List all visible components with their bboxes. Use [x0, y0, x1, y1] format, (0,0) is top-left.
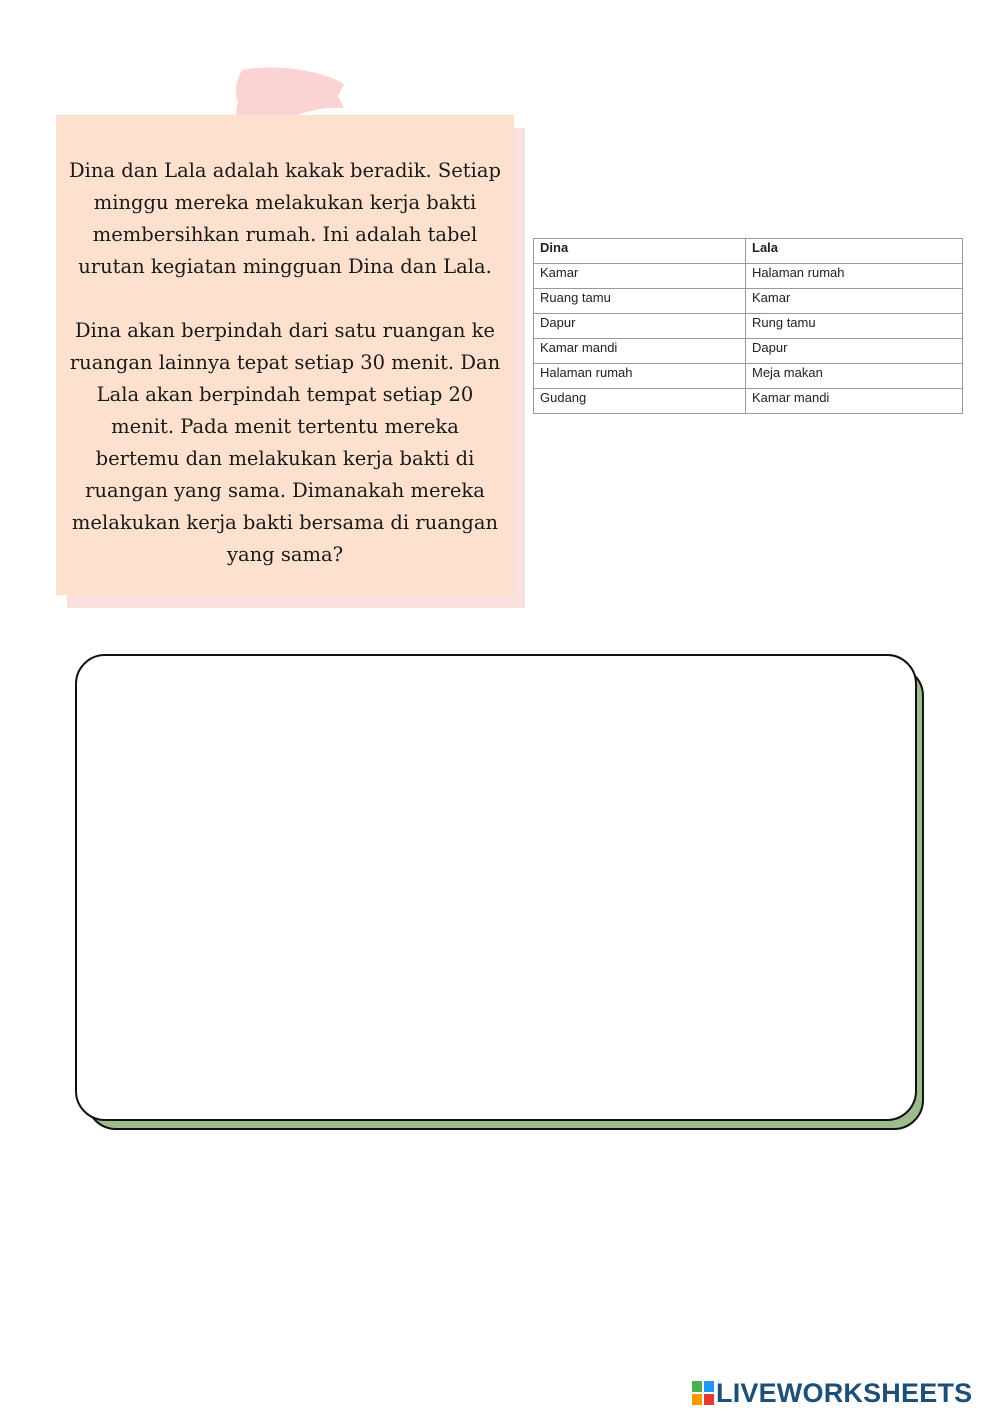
table-cell: Ruang tamu — [534, 289, 746, 314]
liveworksheets-brand — [692, 1377, 972, 1409]
note-paragraph-question: Dina akan berpindah dari satu ruangan ke ruangan lainnya tepat setiap 30 menit. Dan Lala akan berpindah tempat setiap 20 menit. Pada menit tertentu mereka bertemu dan melakukan kerja bakti di ruangan yang sama. Dimanakah mereka melakukan kerja bakti bersama di ruangan yang sama? — [69, 319, 501, 566]
table-cell: Dapur — [534, 314, 746, 339]
table-row — [534, 264, 963, 289]
table-cell: Meja makan — [746, 364, 963, 389]
answer-box[interactable] — [75, 654, 917, 1121]
liveworksheets-logo-icon — [692, 1381, 714, 1405]
schedule-table — [533, 238, 963, 414]
table-cell: Dapur — [746, 339, 963, 364]
table-row — [534, 339, 963, 364]
table-row — [534, 364, 963, 389]
table-cell: Kamar mandi — [746, 389, 963, 414]
table-row — [534, 289, 963, 314]
table-cell: Rung tamu — [746, 314, 963, 339]
table-cell: Kamar mandi — [534, 339, 746, 364]
table-row — [534, 389, 963, 414]
table-header-row — [534, 239, 963, 264]
table-cell: Halaman rumah — [534, 364, 746, 389]
schedule-table-container — [533, 238, 963, 414]
table-cell: Kamar — [746, 289, 963, 314]
table-cell: Halaman rumah — [746, 264, 963, 289]
question-note — [56, 115, 514, 595]
header-lala: Lala — [746, 239, 963, 264]
table-row — [534, 314, 963, 339]
header-dina: Dina — [534, 239, 746, 264]
table-cell: Gudang — [534, 389, 746, 414]
table-cell: Kamar — [534, 264, 746, 289]
brand-wordmark: LIVEWORKSHEETS — [716, 1377, 973, 1408]
note-paragraph-intro: Dina dan Lala adalah kakak beradik. Setiap minggu mereka melakukan kerja bakti membersihkan rumah. Ini adalah tabel urutan kegiatan mingguan Dina dan Lala. — [69, 159, 501, 278]
